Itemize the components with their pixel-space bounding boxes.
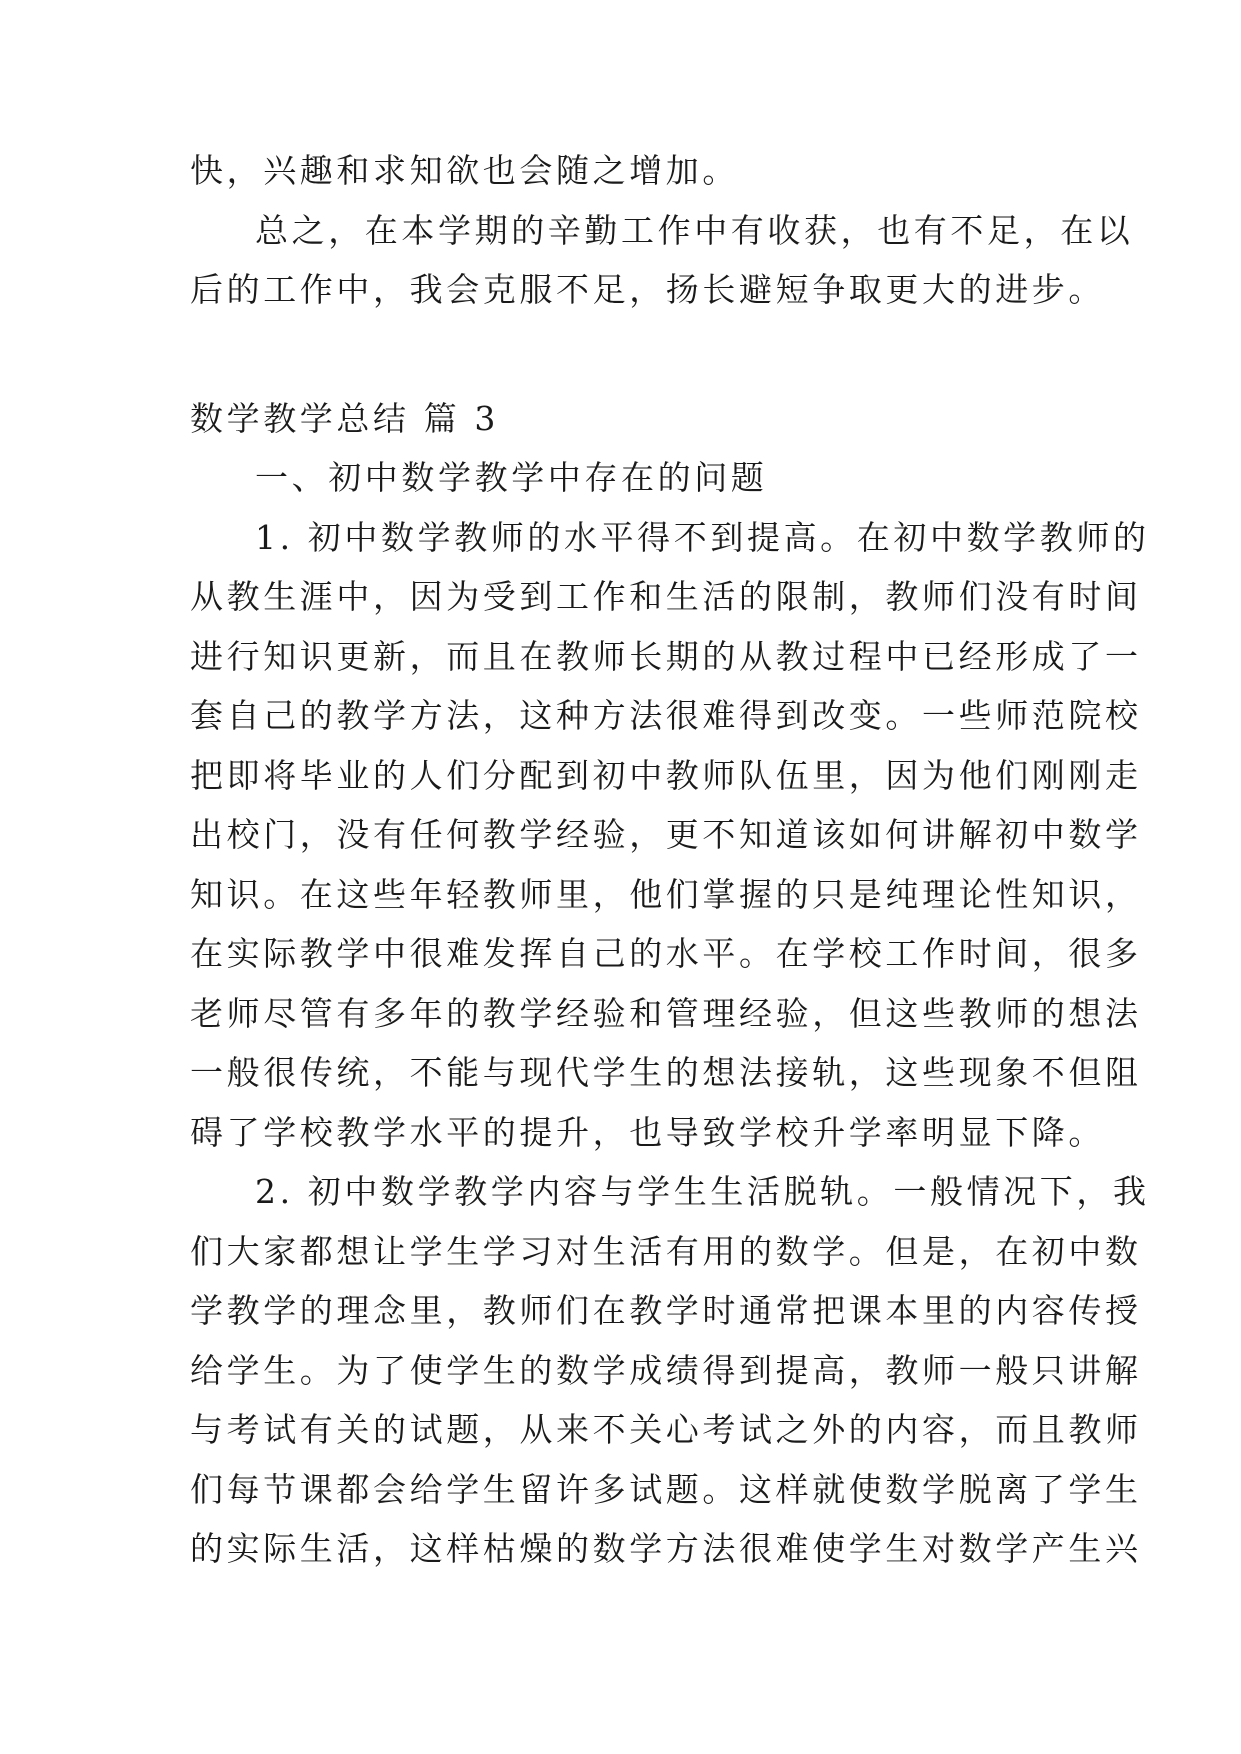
text-line: 快，兴趣和求知欲也会随之增加。 [190,151,739,190]
text-line: 与考试有关的试题，从来不关心考试之外的内容，而且教师 [190,1410,1142,1449]
text-line: 们大家都想让学生学习对生活有用的数学。但是，在初中数 [190,1232,1142,1271]
text-line: 给学生。为了使学生的数学成绩得到提高，教师一般只讲解 [190,1351,1142,1390]
text-line: 出校门，没有任何教学经验，更不知道该如何讲解初中数学 [190,815,1142,854]
text-line: 们每节课都会给学生留许多试题。这样就使数学脱离了学生 [190,1470,1142,1509]
text-line: 的实际生活，这样枯燥的数学方法很难使学生对数学产生兴 [190,1529,1142,1568]
text-line: 学教学的理念里，教师们在教学时通常把课本里的内容传授 [190,1291,1142,1330]
text-line: 把即将毕业的人们分配到初中教师队伍里，因为他们刚刚走 [190,756,1142,795]
text-line: 一般很传统，不能与现代学生的想法接轨，这些现象不但阻 [190,1053,1142,1092]
section-title: 数学教学总结 篇 3 [190,399,499,438]
text-line: 2. 初中数学教学内容与学生生活脱轨。一般情况下，我 [255,1172,1150,1211]
text-line: 套自己的教学方法，这种方法很难得到改变。一些师范院校 [190,696,1142,735]
text-line: 知识。在这些年轻教师里，他们掌握的只是纯理论性知识， [190,875,1142,914]
text-line: 1. 初中数学教师的水平得不到提高。在初中数学教师的 [255,518,1150,557]
subheading: 一、初中数学教学中存在的问题 [255,458,768,497]
text-line: 进行知识更新，而且在教师长期的从教过程中已经形成了一 [190,637,1142,676]
text-line: 老师尽管有多年的教学经验和管理经验，但这些教师的想法 [190,994,1142,1033]
text-line: 总之，在本学期的辛勤工作中有收获，也有不足，在以 [255,211,1134,250]
text-line: 从教生涯中，因为受到工作和生活的限制，教师们没有时间 [190,577,1142,616]
text-line: 碍了学校教学水平的提升，也导致学校升学率明显下降。 [190,1113,1105,1152]
text-line: 在实际教学中很难发挥自己的水平。在学校工作时间，很多 [190,934,1142,973]
text-line: 后的工作中，我会克服不足，扬长避短争取更大的进步。 [190,270,1105,309]
